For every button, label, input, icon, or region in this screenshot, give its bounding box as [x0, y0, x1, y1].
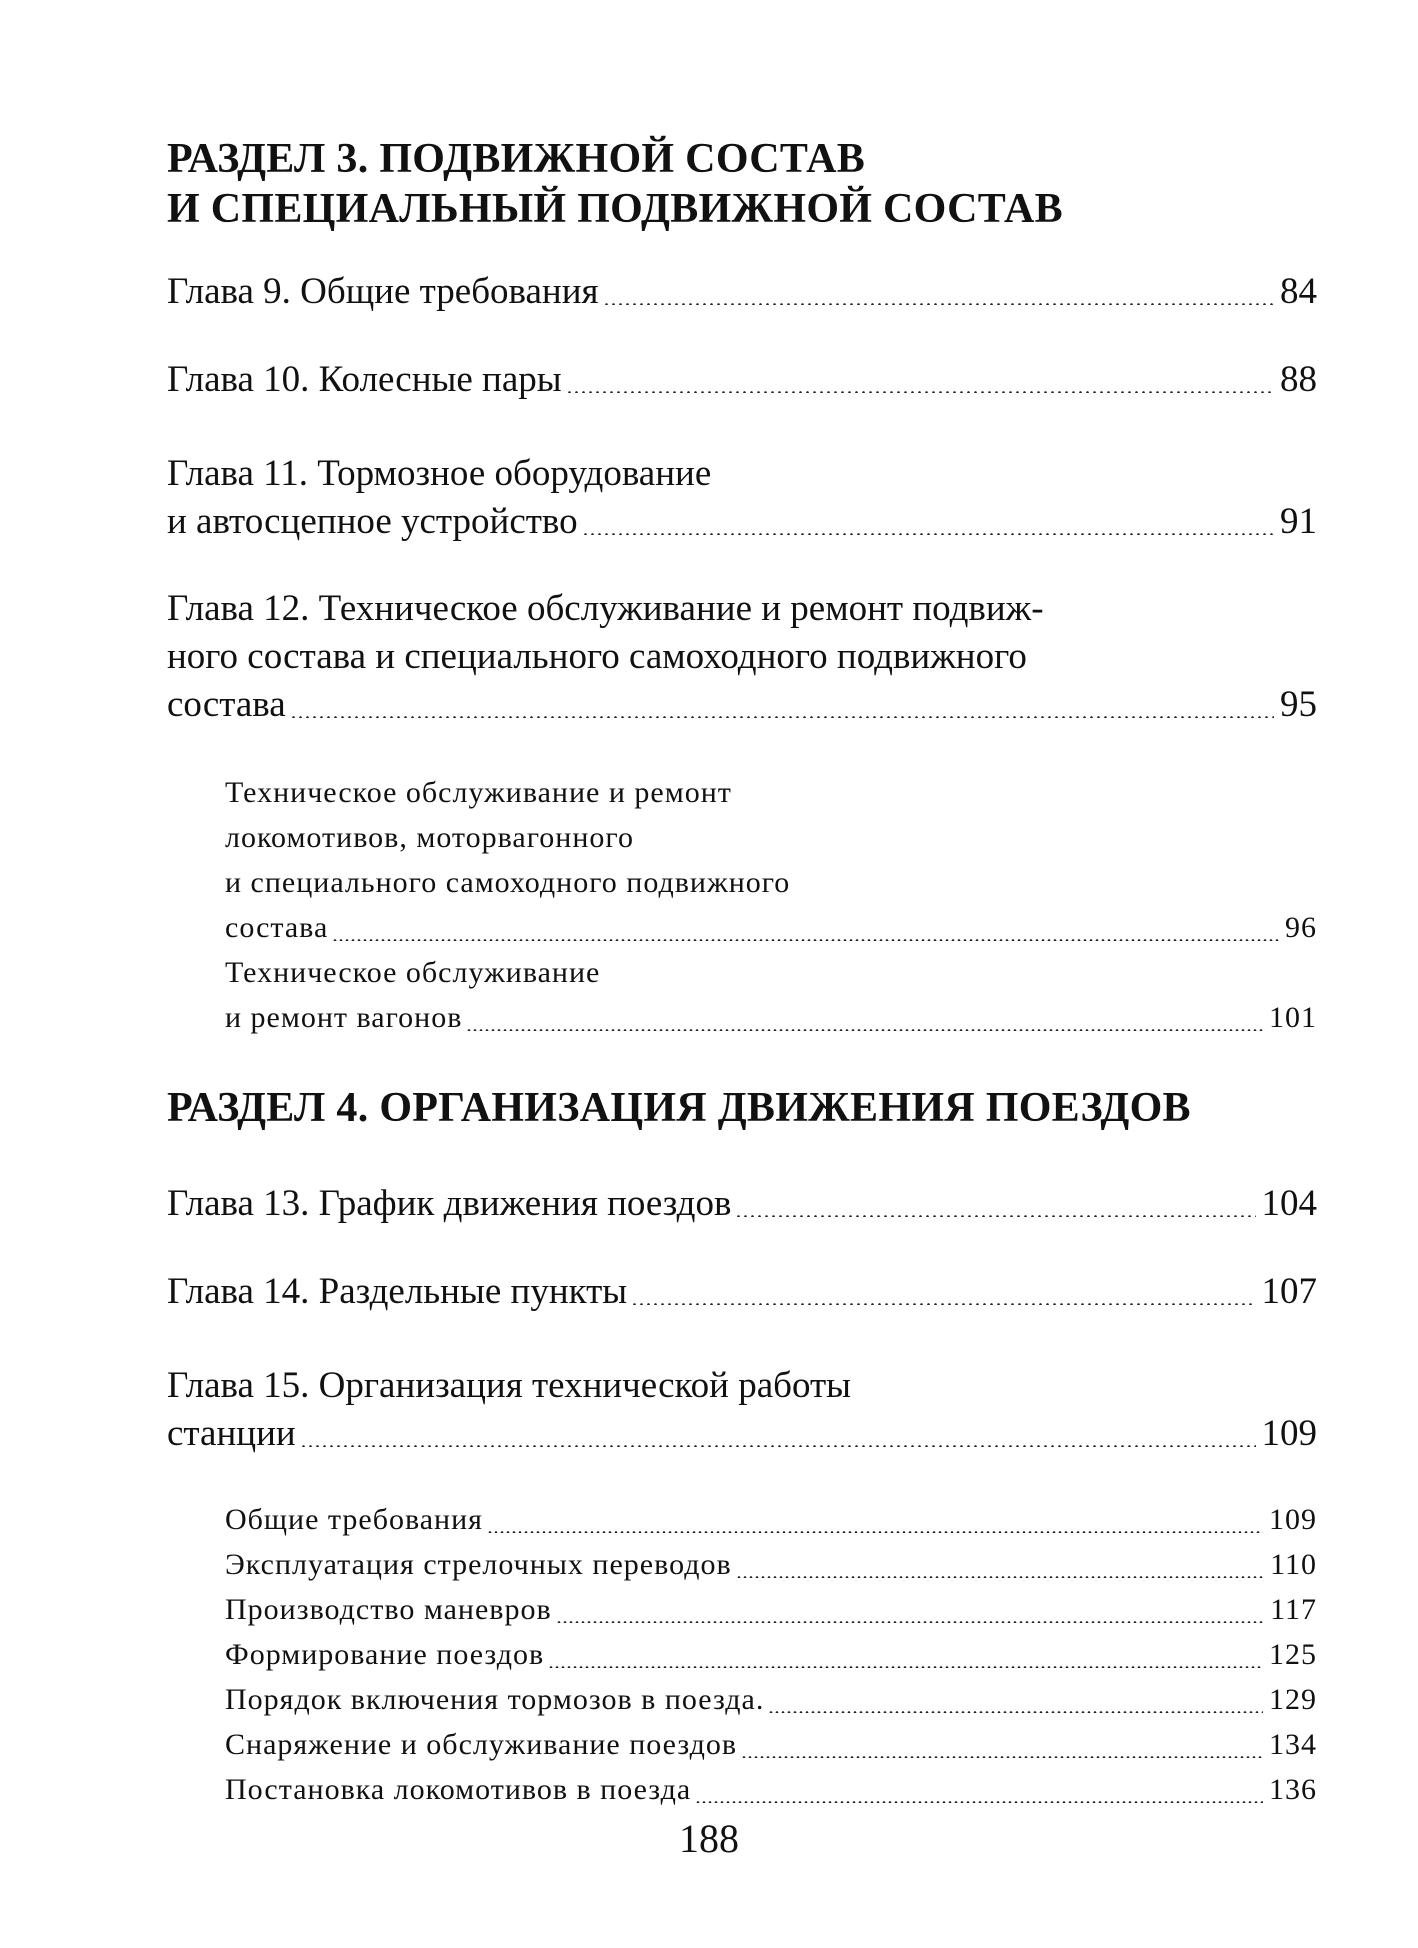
dot-leader [768, 1711, 1263, 1713]
toc-entry-chapter-15[interactable] [167, 1362, 1317, 1458]
dot-leader [741, 1756, 1263, 1758]
toc-subentry-maintenance-locomotives[interactable] [225, 770, 1317, 950]
toc-subentry-title-line: и ремонт вагонов [225, 1001, 463, 1034]
toc-entry-page: 91 [1280, 501, 1317, 542]
dot-leader [332, 939, 1279, 941]
toc-subentry-page: 117 [1270, 1593, 1317, 1626]
toc-subentry[interactable] [225, 1632, 1317, 1677]
dot-leader [736, 1576, 1264, 1578]
toc-entry-chapter-13[interactable] [167, 1180, 1317, 1228]
toc-subentry-title-line: Техническое обслуживание и ремонт [225, 776, 732, 809]
toc-subentry[interactable] [225, 1722, 1317, 1767]
toc-subentry-list-chapter-15 [225, 1497, 1317, 1812]
toc-subentry[interactable] [225, 1677, 1317, 1722]
toc-subentry-title: Постановка локомотивов в поезда [225, 1773, 692, 1806]
dot-leader [566, 391, 1274, 393]
toc-entry-title-line: состава [167, 684, 286, 725]
toc-subentry-page: 109 [1269, 1503, 1317, 1536]
dot-leader [300, 1445, 1256, 1447]
toc-subentry-title: Формирование поездов [225, 1638, 545, 1671]
toc-subentry-title-line: состава [225, 911, 329, 944]
toc-entry-page: 104 [1261, 1183, 1317, 1224]
dot-leader [603, 303, 1274, 305]
toc-subentry[interactable] [225, 1542, 1317, 1587]
toc-subentry-page: 96 [1285, 911, 1317, 944]
dot-leader [556, 1621, 1264, 1623]
dot-leader [695, 1801, 1263, 1803]
toc-entry-title-line: Глава 15. Организация технической работы [167, 1365, 851, 1406]
toc-entry-title-line: Глава 12. Техническое обслуживание и ремонт подвиж- [167, 588, 1044, 629]
dot-leader [582, 533, 1274, 535]
toc-subentry[interactable] [225, 1497, 1317, 1542]
dot-leader [548, 1666, 1263, 1668]
toc-subentry-title-line: и специального самоходного подвижного [225, 866, 791, 899]
toc-entry-chapter-14[interactable] [167, 1268, 1317, 1316]
toc-entry-title: Глава 9. Общие требования [167, 271, 599, 312]
toc-entry-chapter-10[interactable] [167, 356, 1317, 404]
toc-entry-page: 109 [1261, 1413, 1317, 1454]
page-number: 188 [679, 1816, 739, 1861]
toc-entry-chapter-11[interactable] [167, 450, 1317, 546]
section-3-title-line2: И СПЕЦИАЛЬНЫЙ ПОДВИЖНОЙ СОСТАВ [167, 186, 1063, 232]
toc-entry-page: 95 [1280, 684, 1317, 725]
toc-subentry-page: 110 [1270, 1548, 1317, 1581]
toc-entry-title: Глава 13. График движения поездов [167, 1183, 732, 1224]
toc-subentry-title: Эксплуатация стрелочных переводов [225, 1548, 732, 1581]
toc-entry-title: Глава 14. Раздельные пункты [167, 1271, 628, 1312]
toc-entry-chapter-12[interactable] [167, 585, 1317, 729]
dot-leader [735, 1215, 1255, 1217]
toc-subentry-title: Порядок включения тормозов в поезда. [225, 1683, 765, 1716]
toc-subentry-page: 129 [1269, 1683, 1317, 1716]
toc-subentry[interactable] [225, 1587, 1317, 1632]
dot-leader [290, 716, 1274, 718]
dot-leader [466, 1029, 1263, 1031]
toc-subentry-title-line: локомотивов, моторвагонного [225, 821, 634, 854]
toc-entry-title-line: Глава 11. Тормозное оборудование [167, 453, 712, 494]
section-4-title: РАЗДЕЛ 4. ОРГАНИЗАЦИЯ ДВИЖЕНИЯ ПОЕЗДОВ [167, 1085, 1191, 1131]
toc-subentry-title: Производство маневров [225, 1593, 552, 1626]
toc-subentry-title: Общие требования [225, 1503, 483, 1536]
section-3-title-line1: РАЗДЕЛ 3. ПОДВИЖНОЙ СОСТАВ [167, 136, 866, 182]
toc-subentry-title: Снаряжение и обслуживание поездов [225, 1728, 738, 1761]
toc-subentry-page: 101 [1269, 1001, 1317, 1034]
toc-entry-title: Глава 10. Колесные пары [167, 359, 562, 400]
toc-subentry-maintenance-wagons[interactable] [225, 950, 1317, 1040]
toc-subentry[interactable] [225, 1767, 1317, 1812]
toc-subentry-title-line: Техническое обслуживание [225, 956, 601, 989]
toc-entry-page: 88 [1280, 359, 1317, 400]
toc-subentry-page: 134 [1269, 1728, 1317, 1761]
section-4-heading [167, 1083, 1317, 1133]
toc-entry-page: 84 [1280, 271, 1317, 312]
dot-leader [631, 1303, 1255, 1305]
toc-entry-title-line: и автосцепное устройство [167, 501, 578, 542]
section-3-heading [167, 134, 1317, 234]
toc-entry-page: 107 [1261, 1271, 1317, 1312]
toc-subentry-page: 136 [1269, 1773, 1317, 1806]
toc-subentry-page: 125 [1269, 1638, 1317, 1671]
toc-entry-title-line: ного состава и специального самоходного подвижного [167, 636, 1027, 677]
dot-leader [487, 1531, 1263, 1533]
toc-entry-title-line: станции [167, 1413, 296, 1454]
toc-entry-chapter-9[interactable] [167, 268, 1317, 316]
